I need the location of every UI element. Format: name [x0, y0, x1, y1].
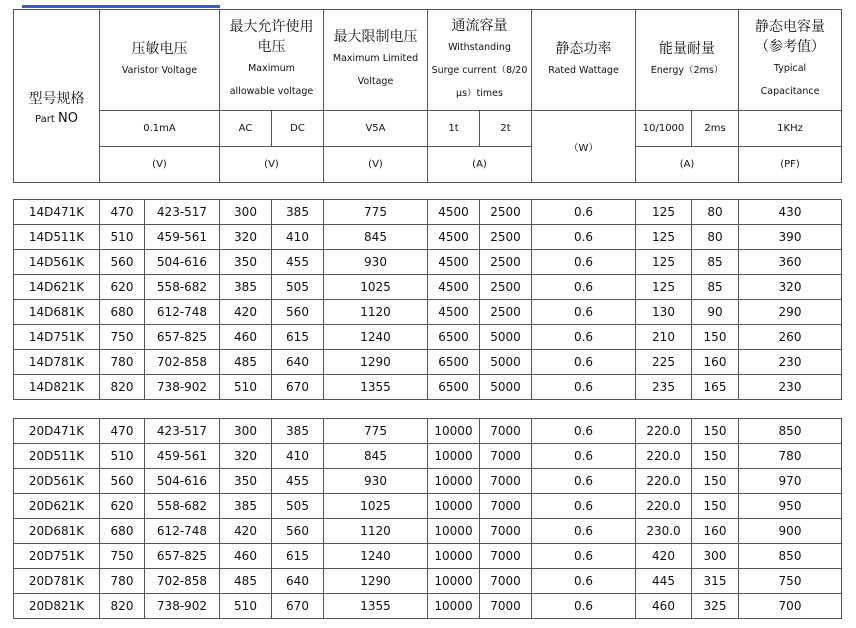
- spec-cell: 220.0: [636, 419, 692, 444]
- spec-table-20d: [13, 418, 842, 619]
- spec-cell: 10000: [428, 569, 480, 594]
- spec-cell: 460: [220, 544, 272, 569]
- spec-cell: 558-682: [145, 275, 220, 300]
- energy-header: [636, 10, 739, 111]
- spec-cell: 2500: [480, 200, 532, 225]
- spec-cell: 300: [220, 419, 272, 444]
- spec-cell: 410: [272, 225, 324, 250]
- spec-cell: 612-748: [145, 519, 220, 544]
- spec-cell: 80: [692, 225, 739, 250]
- spec-cell: 680: [100, 300, 145, 325]
- varistor-header-en: Varistor Voltage: [121, 64, 198, 76]
- spec-cell: 455: [272, 469, 324, 494]
- spec-cell: 2500: [480, 300, 532, 325]
- spec-cell: 1355: [324, 375, 428, 400]
- spec-cell: 150: [692, 494, 739, 519]
- clamping-voltage-header: [324, 10, 428, 111]
- spec-cell: 290: [739, 300, 842, 325]
- cap-header-zh1: 静态电容量: [755, 19, 826, 35]
- varistor-header-zh: 压敏电压: [131, 40, 188, 57]
- spec-cell: 560: [272, 519, 324, 544]
- spec-cell: 0.6: [532, 300, 636, 325]
- table-row: [14, 494, 842, 519]
- varistor-voltage-header: [100, 10, 220, 111]
- spec-cell: 430: [739, 200, 842, 225]
- spec-cell: 1240: [324, 544, 428, 569]
- spec-cell: 125: [636, 200, 692, 225]
- spec-cell: 7000: [480, 519, 532, 544]
- spec-cell: 350: [220, 469, 272, 494]
- spec-cell: 150: [692, 444, 739, 469]
- surge-unit: (A): [428, 147, 532, 183]
- spec-cell: 702-858: [145, 569, 220, 594]
- spec-cell: 620: [100, 494, 145, 519]
- spec-cell: 558-682: [145, 494, 220, 519]
- spec-cell: 560: [272, 300, 324, 325]
- capacitance-header: [739, 10, 842, 111]
- spec-cell: 0.6: [532, 569, 636, 594]
- spec-cell: 1355: [324, 594, 428, 619]
- cap-unit: (PF): [739, 147, 842, 183]
- spec-cell: 220.0: [636, 469, 692, 494]
- spec-cell: 850: [739, 419, 842, 444]
- spec-cell: 657-825: [145, 544, 220, 569]
- spec-cell: 150: [692, 419, 739, 444]
- surge-header-en1: Withstanding: [448, 41, 511, 53]
- max-allowable-voltage-header: [220, 10, 324, 111]
- spec-cell: 385: [272, 200, 324, 225]
- table-row: [14, 594, 842, 619]
- spec-cell: 160: [692, 519, 739, 544]
- spec-cell: 125: [636, 275, 692, 300]
- spec-cell: 670: [272, 375, 324, 400]
- spec-cell: 10000: [428, 419, 480, 444]
- clamp-unit: (V): [324, 147, 428, 183]
- rated-wattage-header: [532, 10, 636, 111]
- spec-cell: 470: [100, 200, 145, 225]
- maxallow-header-en1: Maximum: [248, 63, 295, 74]
- spec-cell: 510: [100, 444, 145, 469]
- spec-cell: 930: [324, 250, 428, 275]
- spec-cell: 85: [692, 275, 739, 300]
- spec-cell: 2500: [480, 250, 532, 275]
- varistor-unit: (V): [100, 147, 220, 183]
- part-number-cell: 20D681K: [14, 519, 100, 544]
- spec-cell: 459-561: [145, 225, 220, 250]
- spec-cell: 640: [272, 569, 324, 594]
- spec-cell: 1025: [324, 494, 428, 519]
- spec-cell: 615: [272, 325, 324, 350]
- spec-cell: 612-748: [145, 300, 220, 325]
- spec-cell: 315: [692, 569, 739, 594]
- spec-cell: 620: [100, 275, 145, 300]
- spec-cell: 680: [100, 519, 145, 544]
- spec-cell: 845: [324, 444, 428, 469]
- spec-cell: 5000: [480, 350, 532, 375]
- spec-cell: 1025: [324, 275, 428, 300]
- table-row: [14, 519, 842, 544]
- spec-cell: 780: [739, 444, 842, 469]
- spec-cell: 7000: [480, 469, 532, 494]
- spec-cell: 85: [692, 250, 739, 275]
- spec-cell: 80: [692, 200, 739, 225]
- surge-header-en2: Surge current（8/20: [431, 64, 528, 76]
- spec-cell: 470: [100, 419, 145, 444]
- table-row: [14, 250, 842, 275]
- spec-cell: 10000: [428, 469, 480, 494]
- spec-cell: 780: [100, 350, 145, 375]
- spec-cell: 780: [100, 569, 145, 594]
- spec-cell: 0.6: [532, 469, 636, 494]
- spec-cell: 320: [220, 444, 272, 469]
- maxallow-unit: (V): [220, 147, 324, 183]
- maxallow-header-zh2: 电压: [257, 39, 286, 55]
- table-row: [14, 275, 842, 300]
- table-row: [14, 225, 842, 250]
- spec-cell: 320: [220, 225, 272, 250]
- spec-cell: 0.6: [532, 375, 636, 400]
- spec-cell: 230: [739, 375, 842, 400]
- part-number-cell: 20D621K: [14, 494, 100, 519]
- spec-cell: 820: [100, 375, 145, 400]
- spec-cell: 850: [739, 544, 842, 569]
- spec-cell: 10000: [428, 494, 480, 519]
- spec-cell: 230: [739, 350, 842, 375]
- spec-cell: 0.6: [532, 350, 636, 375]
- spec-cell: 230.0: [636, 519, 692, 544]
- cap-condition: 1KHz: [739, 111, 842, 147]
- spec-cell: 2500: [480, 225, 532, 250]
- surge-2t-header: 2t: [480, 111, 532, 147]
- spec-cell: 225: [636, 350, 692, 375]
- table-row: [14, 375, 842, 400]
- spec-cell: 702-858: [145, 350, 220, 375]
- spec-cell: 738-902: [145, 375, 220, 400]
- spec-cell: 640: [272, 350, 324, 375]
- varistor-condition: 0.1mA: [100, 111, 220, 147]
- spec-cell: 385: [220, 494, 272, 519]
- spec-cell: 5000: [480, 375, 532, 400]
- spec-cell: 10000: [428, 444, 480, 469]
- part-number-cell: 20D471K: [14, 419, 100, 444]
- spec-cell: 235: [636, 375, 692, 400]
- spec-cell: 505: [272, 275, 324, 300]
- spec-cell: 10000: [428, 519, 480, 544]
- surge-current-header: [428, 10, 532, 111]
- spec-cell: 390: [739, 225, 842, 250]
- spec-cell: 738-902: [145, 594, 220, 619]
- spec-cell: 420: [220, 519, 272, 544]
- spec-cell: 423-517: [145, 200, 220, 225]
- maxallow-header-zh1: 最大允许使用: [229, 19, 314, 35]
- spec-cell: 4500: [428, 275, 480, 300]
- spec-cell: 1290: [324, 569, 428, 594]
- spec-cell: 4500: [428, 200, 480, 225]
- spec-cell: 845: [324, 225, 428, 250]
- spec-cell: 0.6: [532, 594, 636, 619]
- spec-cell: 7000: [480, 569, 532, 594]
- spec-cell: 300: [220, 200, 272, 225]
- spec-cell: 970: [739, 469, 842, 494]
- part-number-cell: 14D561K: [14, 250, 100, 275]
- table-row: [14, 300, 842, 325]
- table-row: [14, 544, 842, 569]
- part-number-cell: 20D821K: [14, 594, 100, 619]
- spec-cell: 7000: [480, 594, 532, 619]
- spec-cell: 7000: [480, 419, 532, 444]
- power-header-zh: 静态功率: [555, 40, 612, 57]
- spec-cell: 950: [739, 494, 842, 519]
- energy-10-1000-header: 10/1000: [636, 111, 692, 147]
- power-unit: （W）: [532, 111, 636, 183]
- table-row: [14, 350, 842, 375]
- spec-cell: 560: [100, 469, 145, 494]
- spec-cell: 930: [324, 469, 428, 494]
- spec-cell: 460: [636, 594, 692, 619]
- spec-cell: 1240: [324, 325, 428, 350]
- spec-cell: 1120: [324, 300, 428, 325]
- spec-cell: 560: [100, 250, 145, 275]
- surge-header-zh: 通流容量: [451, 17, 508, 34]
- spec-cell: 0.6: [532, 225, 636, 250]
- spec-cell: 775: [324, 419, 428, 444]
- energy-unit: (A): [636, 147, 739, 183]
- table-row: [14, 419, 842, 444]
- spec-cell: 0.6: [532, 275, 636, 300]
- spec-cell: 0.6: [532, 444, 636, 469]
- spec-cell: 0.6: [532, 419, 636, 444]
- spec-cell: 4500: [428, 250, 480, 275]
- clamp-header-en1: Maximum Limited: [332, 53, 419, 64]
- cap-header-en2: Capacitance: [760, 86, 820, 97]
- spec-cell: 0.6: [532, 200, 636, 225]
- spec-cell: 775: [324, 200, 428, 225]
- power-header-en: Rated Wattage: [548, 64, 619, 76]
- spec-cell: 0.6: [532, 494, 636, 519]
- energy-header-en: Energy（2ms）: [650, 64, 724, 76]
- spec-cell: 700: [739, 594, 842, 619]
- spec-cell: 130: [636, 300, 692, 325]
- part-number-cell: 14D821K: [14, 375, 100, 400]
- spec-cell: 459-561: [145, 444, 220, 469]
- part-number-cell: 14D471K: [14, 200, 100, 225]
- spec-cell: 125: [636, 250, 692, 275]
- spec-cell: 385: [272, 419, 324, 444]
- spec-cell: 6500: [428, 375, 480, 400]
- spec-cell: 6500: [428, 350, 480, 375]
- spec-cell: 750: [100, 544, 145, 569]
- spec-cell: 0.6: [532, 544, 636, 569]
- spec-cell: 900: [739, 519, 842, 544]
- cap-header-en1: Typical: [773, 63, 807, 74]
- spec-cell: 510: [220, 375, 272, 400]
- spec-header-table: [13, 9, 842, 183]
- clamp-condition: V5A: [324, 111, 428, 147]
- spec-cell: 6500: [428, 325, 480, 350]
- table-row: [14, 569, 842, 594]
- spec-cell: 420: [220, 300, 272, 325]
- spec-cell: 210: [636, 325, 692, 350]
- table-row: [14, 200, 842, 225]
- spec-cell: 615: [272, 544, 324, 569]
- spec-cell: 125: [636, 225, 692, 250]
- part-number-cell: 20D511K: [14, 444, 100, 469]
- part-number-cell: 14D751K: [14, 325, 100, 350]
- surge-1t-header: 1t: [428, 111, 480, 147]
- spec-cell: 423-517: [145, 419, 220, 444]
- header-accent-line: [22, 5, 220, 8]
- spec-table-14d: [13, 199, 842, 400]
- spec-cell: 220.0: [636, 494, 692, 519]
- ac-column-header: AC: [220, 111, 272, 147]
- part-header-zh: 型号规格: [28, 91, 85, 107]
- part-header-en: Part NO: [35, 111, 78, 126]
- clamp-header-en2: Voltage: [357, 76, 394, 87]
- spec-cell: 90: [692, 300, 739, 325]
- spec-cell: 10000: [428, 544, 480, 569]
- spec-cell: 750: [100, 325, 145, 350]
- spec-cell: 460: [220, 325, 272, 350]
- spec-cell: 410: [272, 444, 324, 469]
- part-number-cell: 20D561K: [14, 469, 100, 494]
- spec-cell: 445: [636, 569, 692, 594]
- spec-cell: 670: [272, 594, 324, 619]
- table-row: [14, 469, 842, 494]
- part-number-header: [14, 10, 100, 183]
- part-number-cell: 14D511K: [14, 225, 100, 250]
- spec-cell: 7000: [480, 444, 532, 469]
- spec-cell: 485: [220, 350, 272, 375]
- spec-cell: 510: [220, 594, 272, 619]
- part-number-cell: 20D751K: [14, 544, 100, 569]
- spec-cell: 160: [692, 350, 739, 375]
- spec-cell: 750: [739, 569, 842, 594]
- energy-2ms-header: 2ms: [692, 111, 739, 147]
- part-number-cell: 14D621K: [14, 275, 100, 300]
- spec-cell: 2500: [480, 275, 532, 300]
- spec-cell: 150: [692, 325, 739, 350]
- spec-cell: 320: [739, 275, 842, 300]
- spec-cell: 505: [272, 494, 324, 519]
- spec-cell: 485: [220, 569, 272, 594]
- part-number-cell: 20D781K: [14, 569, 100, 594]
- table-row: [14, 325, 842, 350]
- spec-cell: 150: [692, 469, 739, 494]
- spec-cell: 220.0: [636, 444, 692, 469]
- spec-cell: 360: [739, 250, 842, 275]
- spec-cell: 165: [692, 375, 739, 400]
- spec-cell: 350: [220, 250, 272, 275]
- spec-cell: 325: [692, 594, 739, 619]
- table-row: [14, 444, 842, 469]
- spec-cell: 657-825: [145, 325, 220, 350]
- part-number-cell: 14D781K: [14, 350, 100, 375]
- spec-cell: 420: [636, 544, 692, 569]
- spec-cell: 455: [272, 250, 324, 275]
- dc-column-header: DC: [272, 111, 324, 147]
- surge-header-en3: μs）times: [456, 87, 503, 99]
- spec-cell: 5000: [480, 325, 532, 350]
- maxallow-header-en2: allowable voltage: [229, 86, 314, 97]
- clamp-header-zh: 最大限制电压: [333, 29, 418, 45]
- spec-cell: 0.6: [532, 250, 636, 275]
- spec-cell: 4500: [428, 300, 480, 325]
- part-number-cell: 14D681K: [14, 300, 100, 325]
- spec-cell: 260: [739, 325, 842, 350]
- spec-cell: 4500: [428, 225, 480, 250]
- spec-cell: 510: [100, 225, 145, 250]
- spec-cell: 7000: [480, 494, 532, 519]
- spec-cell: 0.6: [532, 519, 636, 544]
- spec-cell: 385: [220, 275, 272, 300]
- spec-cell: 504-616: [145, 469, 220, 494]
- spec-cell: 0.6: [532, 325, 636, 350]
- cap-header-zh2: （参考值）: [755, 39, 826, 55]
- spec-cell: 7000: [480, 544, 532, 569]
- spec-cell: 10000: [428, 594, 480, 619]
- spec-cell: 300: [692, 544, 739, 569]
- spec-cell: 820: [100, 594, 145, 619]
- spec-cell: 504-616: [145, 250, 220, 275]
- energy-header-zh: 能量耐量: [659, 40, 716, 57]
- spec-cell: 1120: [324, 519, 428, 544]
- spec-cell: 1290: [324, 350, 428, 375]
